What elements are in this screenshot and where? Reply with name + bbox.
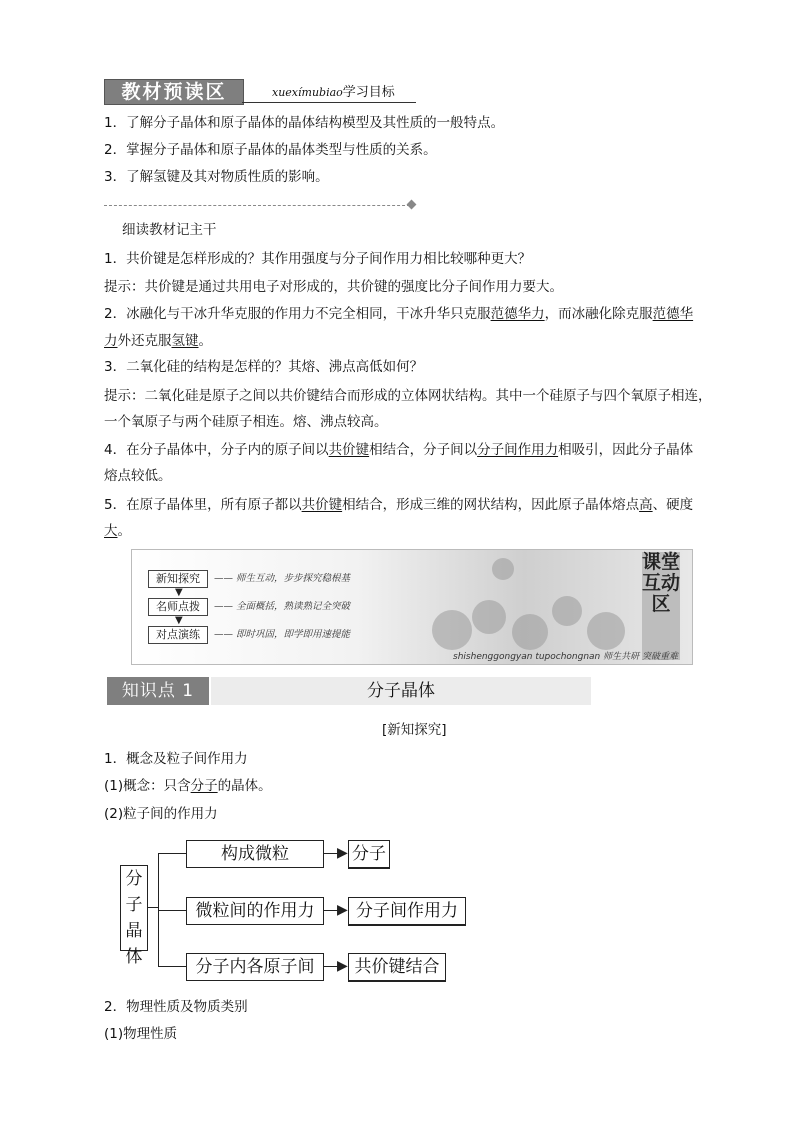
diagram-left-box-2: 微粒间的作用力: [186, 897, 324, 925]
panel-step-practice-text: —— 即时巩固，即学即用速提能: [214, 629, 351, 640]
photo-figure: [512, 614, 548, 650]
question-1: 1．共价键是怎样形成的？其作用强度与分子间作用力相比较哪种更大？: [104, 251, 532, 267]
classroom-interaction-panel: [131, 549, 693, 665]
diagram-left-box-3: 分子内各原子间: [186, 953, 324, 981]
right-arrow-icon: ▶: [337, 902, 348, 918]
section-tag: [新知探究]: [382, 722, 447, 738]
q2-text-1: 2．冰融化与干冰升华克服的作用力不完全相同，干冰升华只克服: [104, 306, 491, 322]
diagram-root: 分子晶体: [120, 865, 148, 951]
q5-text-4: 。: [117, 523, 131, 539]
q4-text-2: 相结合，分子间以: [369, 442, 478, 458]
concept-text-1: (1)概念：只含: [104, 778, 191, 794]
statement-4-line-2: 熔点较低。: [104, 468, 172, 484]
answer-3-line-2: 一个氧原子与两个硅原子相连。熔、沸点较高。: [104, 414, 388, 430]
banner-subtitle: [272, 85, 395, 101]
objective-1: 1．了解分子晶体和原子晶体的晶体结构模型及其性质的一般特点。: [104, 115, 505, 131]
diagram-connector: [147, 907, 158, 908]
q2-answer-2a: 范德华: [652, 306, 694, 322]
q5-text-1: 5．在原子晶体里，所有原子都以: [104, 497, 302, 513]
dashed-divider: [104, 205, 410, 206]
diagram-right-box-1: 分子: [348, 840, 390, 869]
photo-figure: [472, 600, 506, 634]
photo-figure: [552, 596, 582, 626]
q4-answer-2: 分子间作用力: [477, 442, 559, 458]
q2-text-2: ，而冰融化除克服: [544, 306, 653, 322]
q2-answer-3: 氢键: [171, 333, 199, 349]
reading-heading: 细读教材记主干: [122, 222, 217, 238]
statement-4-line-1: [104, 441, 693, 459]
force-heading: (2)粒子间的作用力: [104, 806, 218, 822]
statement-5-line-1: [104, 496, 693, 514]
diagram-connector: [158, 910, 186, 911]
diagram-left-box-1: 构成微粒: [186, 840, 324, 868]
down-arrow-icon: ▼: [175, 615, 183, 626]
answer-3-line-1: 提示：二氧化硅是原子之间以共价键结合而形成的立体网状结构。其中一个硅原子与四个氧原子相连，: [104, 388, 712, 404]
panel-step-practice: 对点演练: [148, 626, 208, 644]
q4-text-1: 4．在分子晶体中，分子内的原子间以: [104, 442, 329, 458]
divider-diamond-icon: [407, 200, 417, 210]
q4-answer-1: 共价键: [328, 442, 370, 458]
panel-footer: shishenggongyan tupochongnan 师生共研 突破重难: [453, 652, 678, 662]
concept-answer: 分子: [190, 778, 218, 794]
statement-5-line-2: [104, 522, 131, 540]
q2-text-4: 。: [198, 333, 212, 349]
question-2-line-2: [104, 332, 212, 350]
photo-figure: [492, 558, 514, 580]
knowledge-point-label: 知识点 1: [107, 677, 209, 705]
panel-step-explore: 新知探究: [148, 570, 208, 588]
banner-pinyin: xuexímubiao: [272, 86, 343, 99]
panel-step-guidance-text: —— 全面概括，熟读熟记全突破: [214, 601, 351, 612]
q5-answer-2: 高: [639, 497, 653, 513]
panel-tag: 课堂互动区: [642, 552, 680, 660]
q5-text-3: 、硬度: [652, 497, 694, 513]
question-3: 3．二氧化硅的结构是怎样的？其熔、沸点高低如何？: [104, 359, 424, 375]
physical-properties-heading: (1)物理性质: [104, 1026, 178, 1042]
photo-figure: [587, 612, 625, 650]
diagram-connector: [158, 853, 186, 854]
objective-3: 3．了解氢键及其对物质性质的影响。: [104, 169, 329, 185]
section-2-title: 2．物理性质及物质类别: [104, 999, 248, 1015]
banner-subtitle-text: 学习目标: [342, 85, 395, 100]
diagram-right-box-2: 分子间作用力: [348, 897, 466, 926]
q5-answer-1: 共价键: [301, 497, 343, 513]
concept-line: [104, 777, 272, 795]
section-1-title: 1．概念及粒子间作用力: [104, 751, 248, 767]
knowledge-point-title: 分子晶体: [211, 677, 591, 705]
q2-text-3: 外还克服: [117, 333, 172, 349]
panel-step-explore-text: —— 师生互动，步步探究稳根基: [214, 573, 351, 584]
q4-text-3: 相吸引，因此分子晶体: [558, 442, 694, 458]
panel-step-guidance: 名师点拨: [148, 598, 208, 616]
question-2-line-1: [104, 305, 693, 323]
q2-answer-1: 范德华力: [490, 306, 545, 322]
q5-text-2: 相结合，形成三维的网状结构，因此原子晶体熔点: [342, 497, 640, 513]
photo-figure: [432, 610, 472, 650]
section-banner-title: 教材预读区: [104, 79, 244, 105]
objective-2: 2．掌握分子晶体和原子晶体的晶体类型与性质的关系。: [104, 142, 437, 158]
q2-answer-2b: 力: [104, 333, 118, 349]
diagram-right-box-3: 共价键结合: [348, 953, 446, 982]
diagram-connector: [158, 966, 186, 967]
answer-1: 提示：共价键是通过共用电子对形成的，共价键的强度比分子间作用力要大。: [104, 279, 563, 295]
banner-underline: [242, 102, 416, 103]
q5-answer-3: 大: [104, 523, 118, 539]
right-arrow-icon: ▶: [337, 845, 348, 861]
concept-text-2: 的晶体。: [217, 778, 272, 794]
right-arrow-icon: ▶: [337, 958, 348, 974]
down-arrow-icon: ▼: [175, 587, 183, 598]
